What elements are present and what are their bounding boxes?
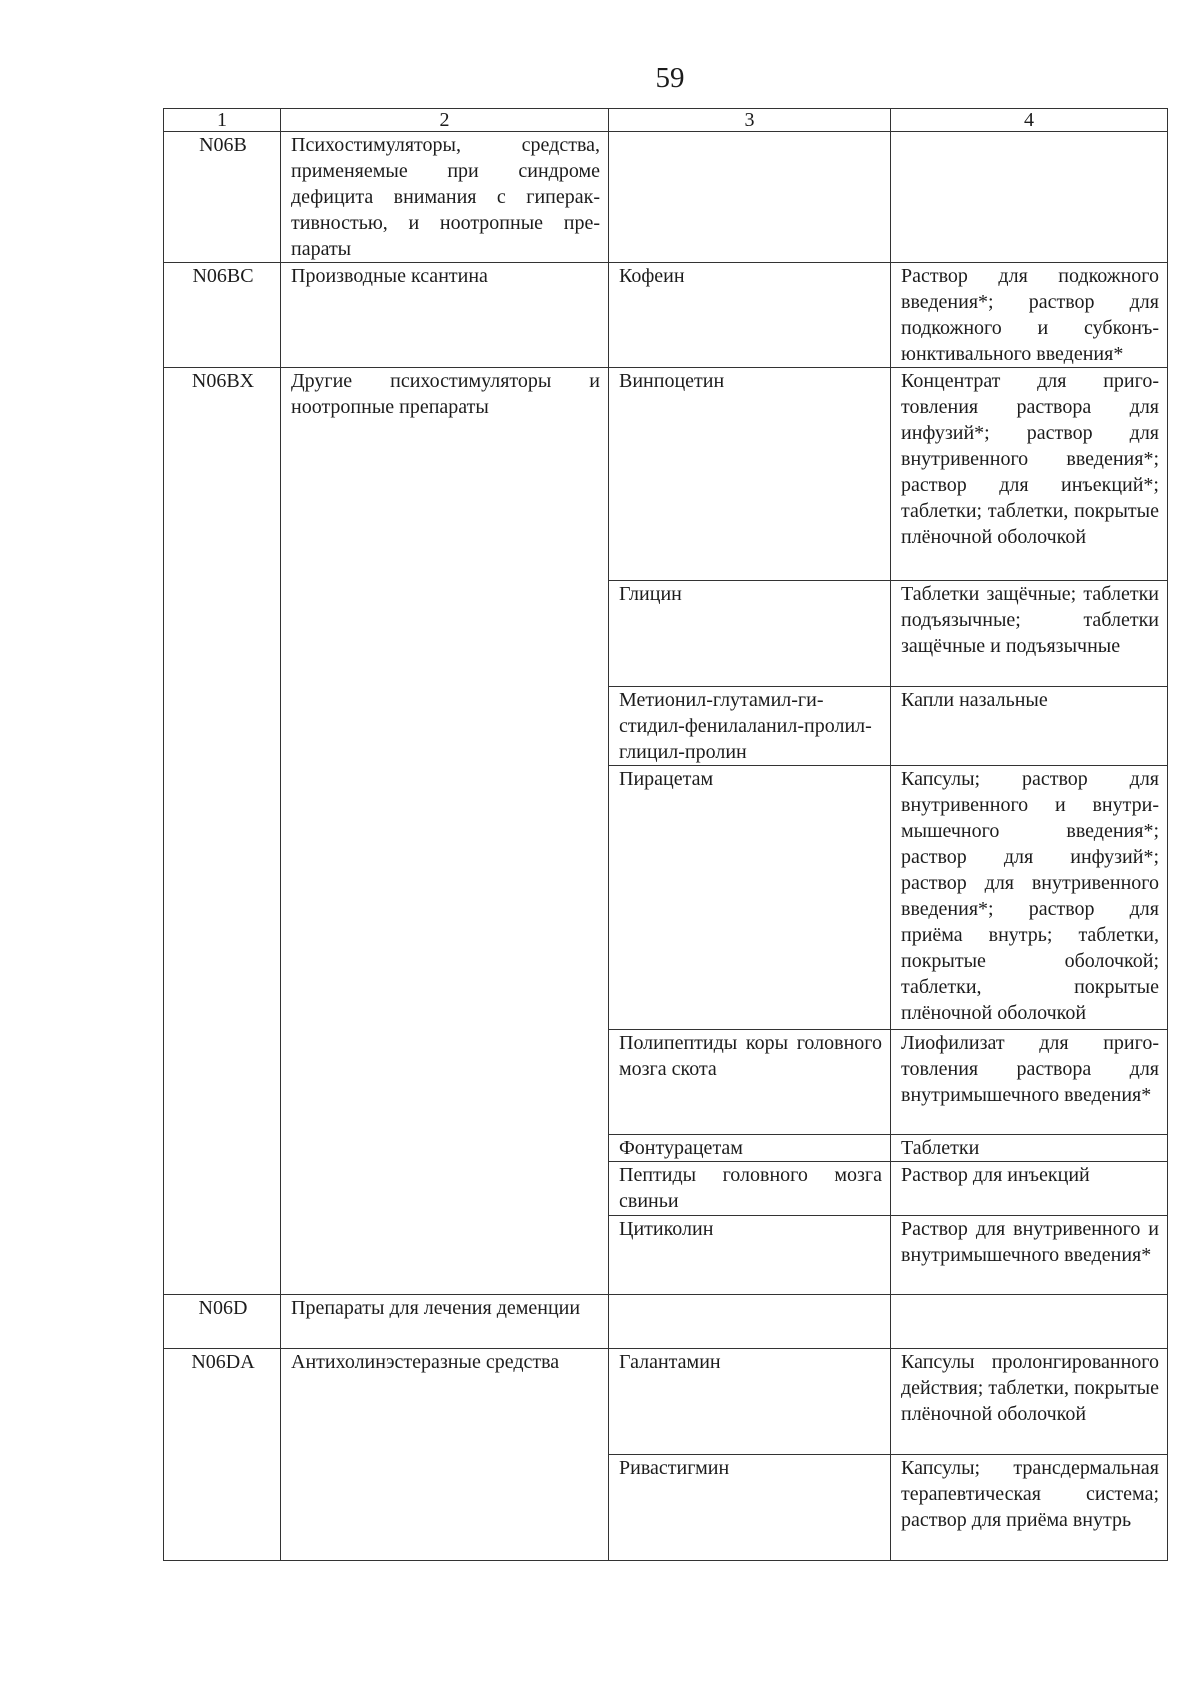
dosage-forms: Таблетки <box>891 1135 1168 1162</box>
drug-name: Метионил-глутамил-гистидил-фенилаланил-пролил-глицил-пролин <box>609 687 891 766</box>
dosage-forms: Капсулы; трансдермальная терапевтическая система; раствор для приёма внутрь <box>891 1455 1168 1561</box>
drug-name: Пептиды головного мозга свиньи <box>609 1162 891 1216</box>
dosage-forms-cell <box>891 132 1168 263</box>
table-row <box>164 132 1168 263</box>
column-header: 3 <box>609 109 891 132</box>
table-row <box>164 368 1168 581</box>
table-row <box>164 1349 1168 1455</box>
drug-name-cell <box>609 1295 891 1349</box>
atc-group-name: Производные ксантина <box>281 263 609 368</box>
atc-code: N06BC <box>164 263 281 368</box>
column-header: 4 <box>891 109 1168 132</box>
atc-code: N06DA <box>164 1349 281 1561</box>
dosage-forms: Таблетки защёчные; таблетки подъязычные; таблетки защёчные и подъязычные <box>891 581 1168 687</box>
atc-code: N06D <box>164 1295 281 1349</box>
dosage-forms: Концентрат для приготовления раствора для инфузий*; раствор для внутривенного введения*; раствор для инъекций*; таблетки; таблетки, покрытые плёночной оболочкой <box>891 368 1168 581</box>
dosage-forms: Лиофилизат для приготовления раствора для внутримышечного введения* <box>891 1030 1168 1135</box>
drug-name-cell <box>609 132 891 263</box>
drug-table <box>163 108 1168 1561</box>
page-number: 59 <box>655 62 685 94</box>
table-row <box>164 263 1168 368</box>
drug-name: Полипептиды коры головного мозга скота <box>609 1030 891 1135</box>
atc-code: N06B <box>164 132 281 263</box>
drug-name: Винпоцетин <box>609 368 891 581</box>
dosage-forms: Раствор для подкожного введения*; раствор для подкожного и субконъюнктивального введения* <box>891 263 1168 368</box>
drug-name: Глицин <box>609 581 891 687</box>
table-row <box>164 1295 1168 1349</box>
table-header-row <box>164 109 1168 132</box>
drug-name: Пирацетам <box>609 766 891 1030</box>
dosage-forms: Капсулы пролонгированного действия; таблетки, покрытые плёночной оболочкой <box>891 1349 1168 1455</box>
atc-group-name: Антихолинэстеразные средства <box>281 1349 609 1561</box>
dosage-forms: Раствор для инъекций <box>891 1162 1168 1216</box>
dosage-forms: Раствор для внутривенного и внутримышечного введения* <box>891 1216 1168 1295</box>
drug-name: Цитиколин <box>609 1216 891 1295</box>
atc-group-name: Психостимуляторы, средства, применяемые при синдроме дефицита внимания с гиперактивностью, и ноотропные препараты <box>281 132 609 263</box>
drug-name: Галантамин <box>609 1349 891 1455</box>
column-header: 2 <box>281 109 609 132</box>
atc-code: N06BX <box>164 368 281 1295</box>
atc-group-name: Препараты для лечения деменции <box>281 1295 609 1349</box>
dosage-forms: Капли назальные <box>891 687 1168 766</box>
atc-group-name: Другие психостимуляторы и ноотропные препараты <box>281 368 609 1295</box>
drug-name: Кофеин <box>609 263 891 368</box>
dosage-forms-cell <box>891 1295 1168 1349</box>
column-header: 1 <box>164 109 281 132</box>
drug-name: Фонтурацетам <box>609 1135 891 1162</box>
dosage-forms: Капсулы; раствор для внутривенного и внутримышечного введения*; раствор для инфузий*; раствор для внутривенного введения*; раствор для приёма внутрь; таблетки, покрытые оболочкой; таблетки, покрытые плёночной оболочкой <box>891 766 1168 1030</box>
drug-name: Ривастигмин <box>609 1455 891 1561</box>
